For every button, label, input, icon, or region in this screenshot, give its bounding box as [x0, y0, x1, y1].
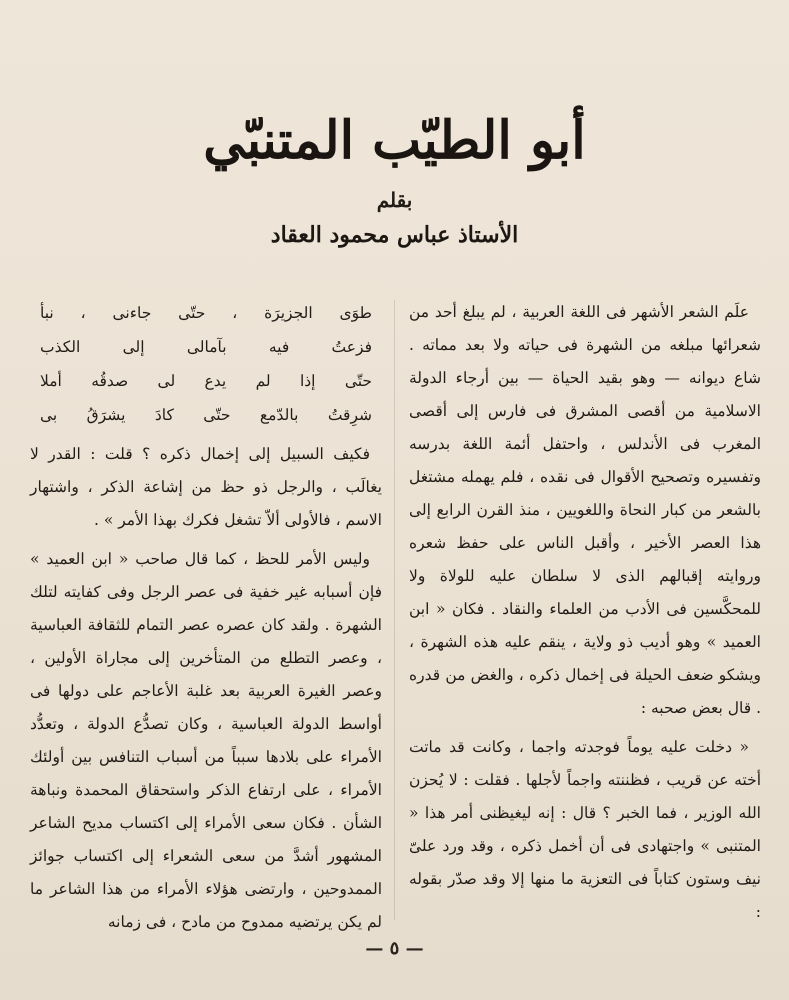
- paragraph: فكيف السبيل إلى إخمال ذكره ؟ قلت : القدر لا يغالَب ، والرجل ذو حظ من إشاعة الذكر ، واشتهار الاسم ، فالأولى ألاّ تشغل فكرك بهذا الأمر » .: [30, 445, 382, 529]
- column-divider: [394, 300, 395, 920]
- verse-line: فزعتُ فيه بآمالى إلى الكذب: [40, 338, 372, 356]
- verse-line: طوَى الجزيرَة ، حتّى جاءنى ، نبأ: [40, 304, 372, 322]
- author-name: الأستاذ عباس محمود العقاد: [270, 222, 519, 248]
- text-column-left: [30, 296, 382, 939]
- quote-paragraph: « دخلت عليه يوماً فوجدته واجما ، وكانت قد ماتت أخته عن قريب ، فظننته واجماً لأجلها . فقلت : لا يُحزن الله الوزير ، فما الخبر ؟ قال : إنه ليغيظنى أمر هذا « المتنبى » واجتهادى فى أن أخمل ذكره ، وقد ورد علىّ نيف وستون كتاباً فى التعزية ما منها إلا وقد صدّر بقوله :: [409, 738, 761, 921]
- paragraph: علَم الشعر الأشهر فى اللغة العربية ، لم يبلغ أحد من شعرائها مبلغه من الشهرة فى حياته ولا بعد مماته . شاع ديوانه — وهو بقيد الحياة — بين أرجاء الدولة الاسلامية من أقصى المشرق فى فارس إلى أقصى المغرب فى الأندلس ، واحتفل أئمة اللغة بدرسه وتفسيره وتصحيح الأقوال فى نقده ، فلم يهمله مشتغل بالشعر من كبار النحاة واللغويين ، منذ القرن الرابع إلى هذا العصر الأخير ، وأقبل الناس على حفظ شعره وروايته إقبالهم الذى لا سلطان عليه للولاة ولا للمحكَّسين فى الأدب من العلماء والنقاد . فكان « ابن العميد » وهو أديب ذو ولاية ، ينقم عليه هذه الشهرة ، ويشكو ضعف الحيلة فى إخمال ذكره ، والغض من قدره . قال بعض صحبه :: [409, 303, 761, 717]
- byline-label: بقلم: [376, 188, 413, 212]
- text-column-right: [409, 296, 761, 929]
- article-title: أبو الطيّب المتنبّي: [203, 110, 586, 171]
- page-number: — ٥ —: [365, 938, 424, 959]
- verse-line: شرِقتُ بالدّمع حتّى كادَ يشرَقُ بى: [40, 406, 372, 424]
- verse-line: حتّى إذا لم يدع لى صدقُه أملا: [40, 372, 372, 390]
- paragraph: وليس الأمر للحظ ، كما قال صاحب « ابن العميد » فإن أسبابه غير خفية فى عصر الرجل وفى كفايته لتلك الشهرة . ولقد كان عصره عصر التمام للثقافة العباسية ، وعصر التطلع من المتأخرين إلى مجاراة الأولين ، وعصر الغيرة العربية بعد غلبة الأعاجم على دولها فى أواسط الدولة العباسية ، وكان تصدُّع الدولة ، وتعدُّد الأمراء على بلادها سبباً من أسباب التنافس بين أولئك الأمراء ، على ارتفاع الذكر واستحقاق المحمدة ونباهة الشأن . فكان سعى الأمراء إلى اكتساب مديح الشاعر المشهور أشدَّ من سعى الشعراء إلى اكتساب جوائز الممدوحين ، وارتضى هؤلاء الأمراء من هذا الشاعر ما لم يكن يرتضيه ممدوح من مادح ، فى زمانه: [30, 550, 382, 931]
- poem-verse: [30, 296, 382, 432]
